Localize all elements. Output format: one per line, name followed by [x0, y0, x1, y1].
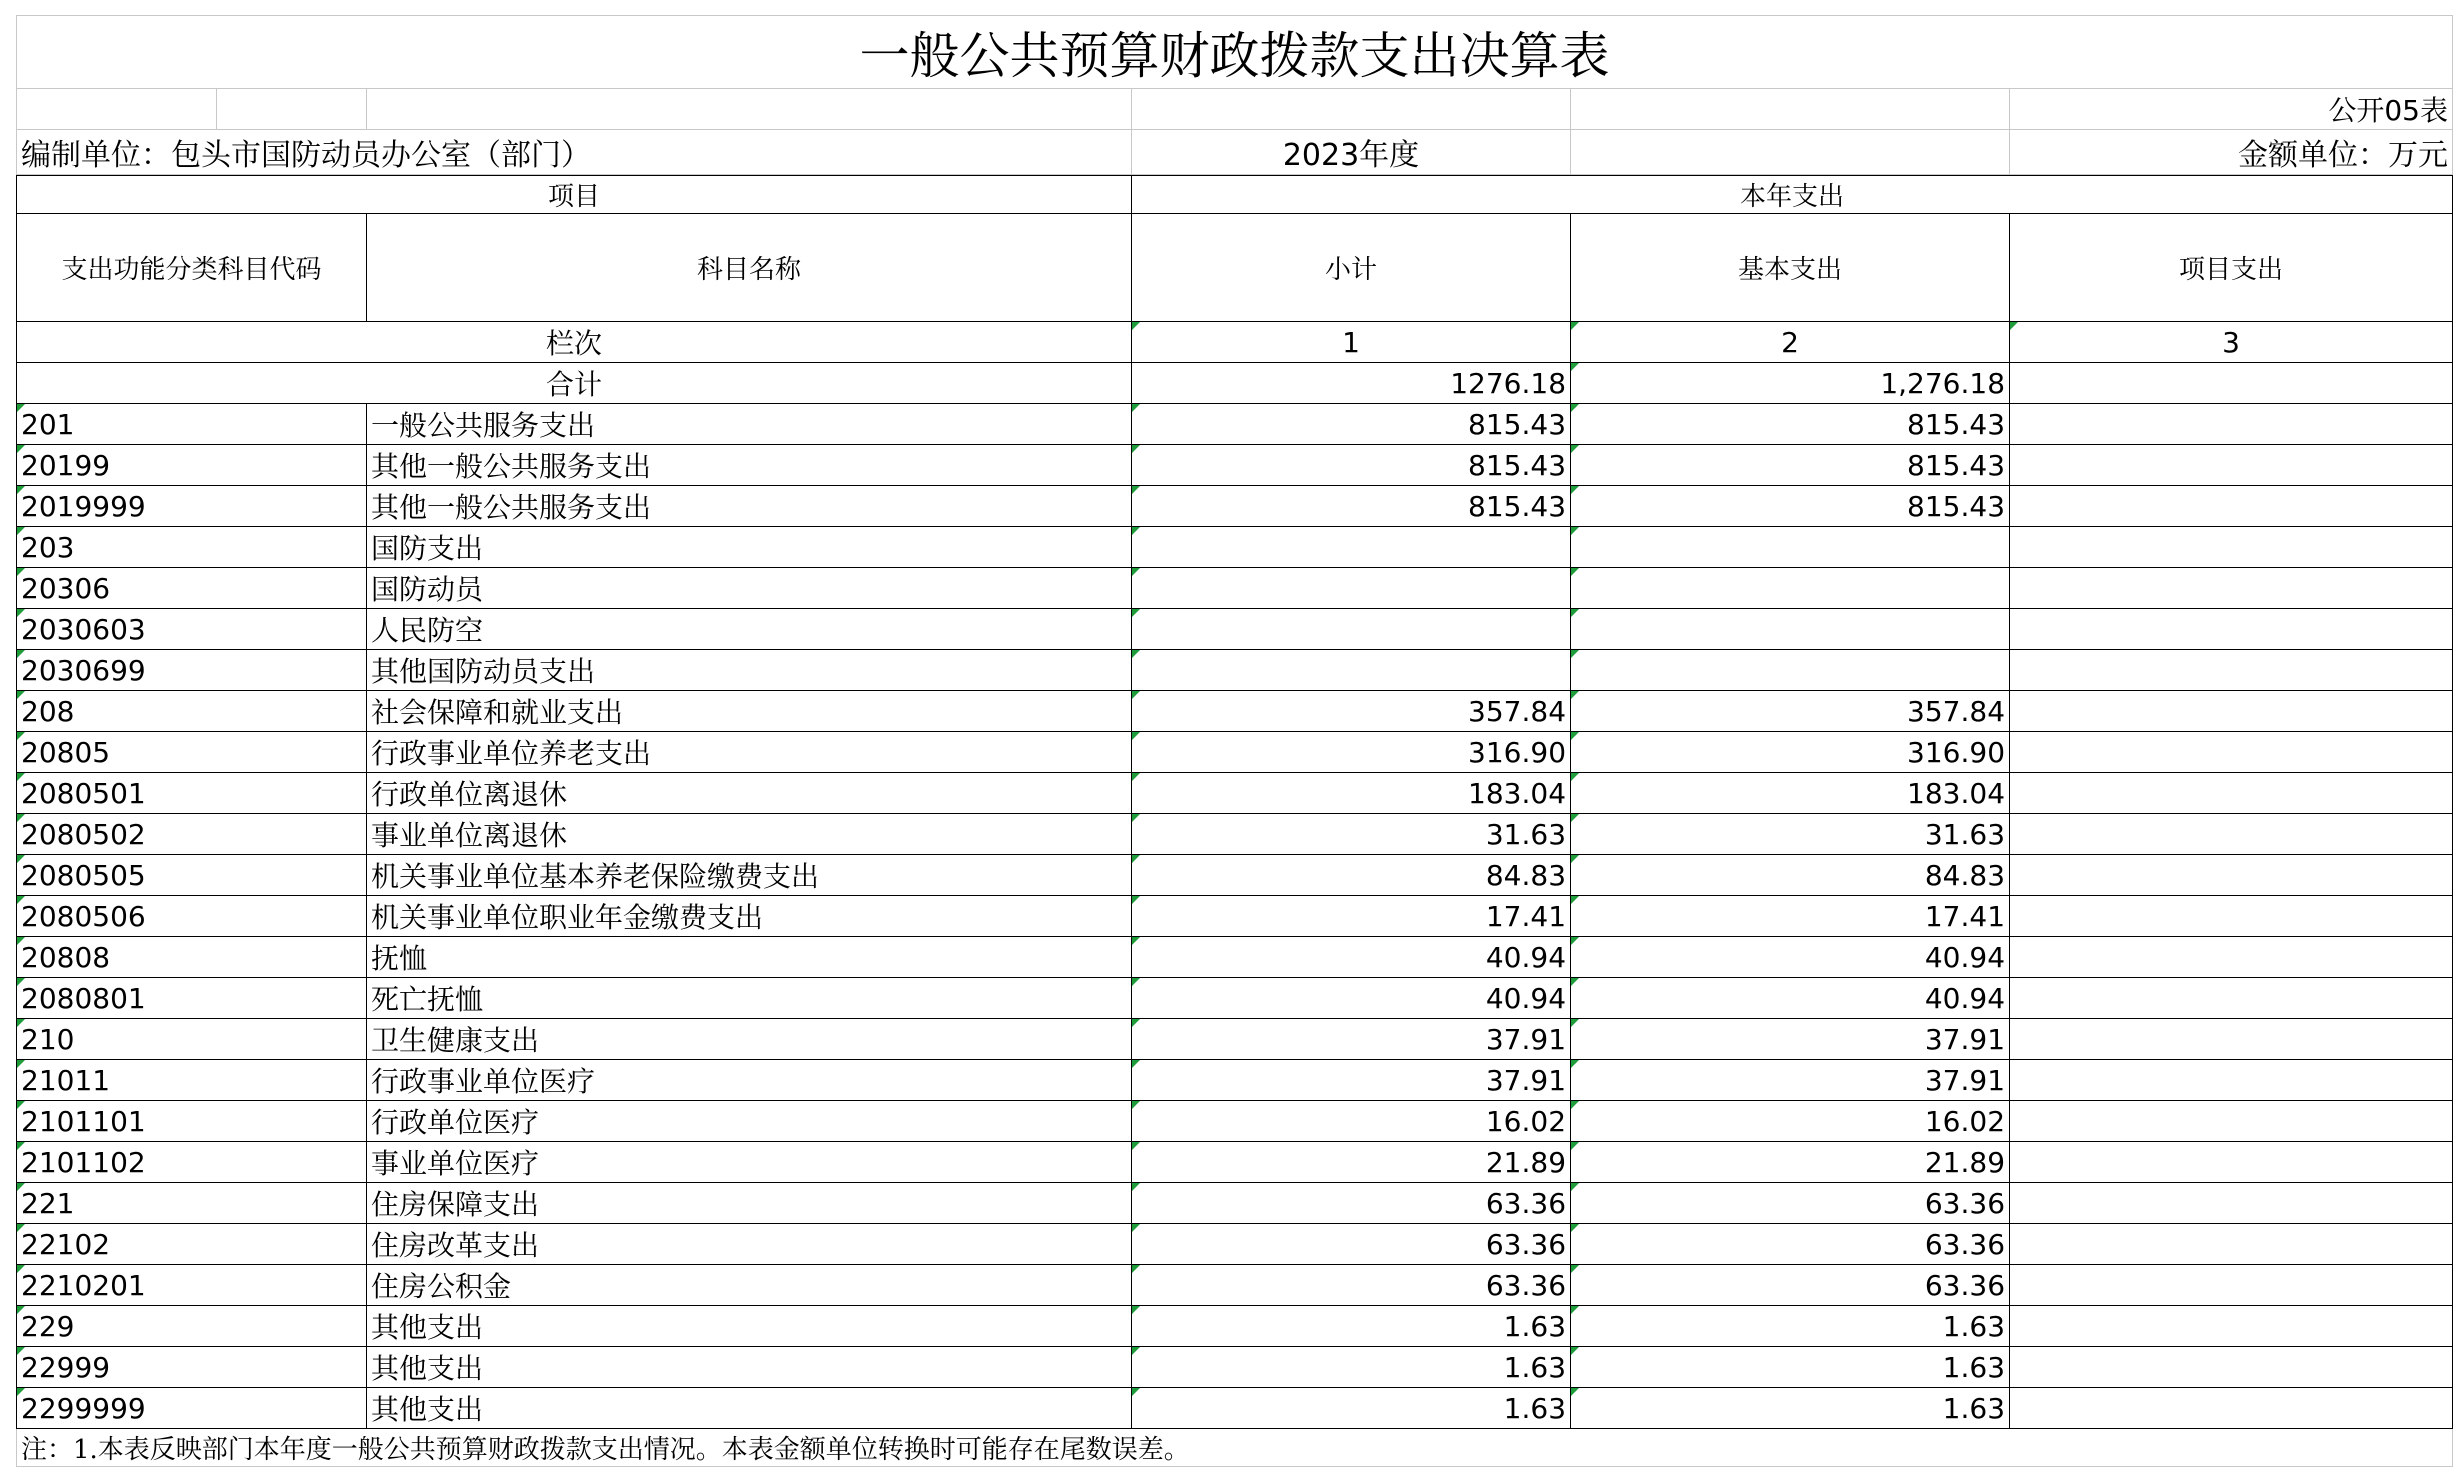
row-code: 221 [17, 1183, 367, 1224]
row-basic: 1.63 [1571, 1388, 2010, 1429]
table-row [17, 773, 2453, 814]
table-row [17, 609, 2453, 650]
row-subtotal: 37.91 [1132, 1060, 1571, 1101]
table-row [17, 978, 2453, 1019]
row-code: 2080506 [17, 896, 367, 937]
row-basic: 1.63 [1571, 1306, 2010, 1347]
row-code: 2019999 [17, 486, 367, 527]
row-code: 20808 [17, 937, 367, 978]
row-basic: 40.94 [1571, 978, 2010, 1019]
row-subject-name: 住房公积金 [367, 1265, 1132, 1306]
table-row [17, 568, 2453, 609]
row-basic: 37.91 [1571, 1060, 2010, 1101]
row-subtotal: 1.63 [1132, 1388, 1571, 1429]
table-row [17, 1306, 2453, 1347]
row-subject-name: 行政事业单位医疗 [367, 1060, 1132, 1101]
row-subject-name: 机关事业单位基本养老保险缴费支出 [367, 855, 1132, 896]
header-subject-name: 科目名称 [367, 214, 1132, 322]
row-code: 2299999 [17, 1388, 367, 1429]
table-row [17, 1265, 2453, 1306]
row-subtotal: 815.43 [1132, 445, 1571, 486]
table-row [17, 1101, 2453, 1142]
expense-rows [17, 404, 2453, 1429]
row-basic: 1.63 [1571, 1347, 2010, 1388]
row-basic: 63.36 [1571, 1183, 2010, 1224]
row-subject-name: 行政单位离退休 [367, 773, 1132, 814]
table-row [17, 937, 2453, 978]
expense-table [16, 175, 2453, 1467]
row-code: 2101101 [17, 1101, 367, 1142]
row-basic [1571, 609, 2010, 650]
row-project [2010, 1265, 2453, 1306]
row-subject-name: 国防支出 [367, 527, 1132, 568]
row-code: 2080502 [17, 814, 367, 855]
row-project [2010, 1388, 2453, 1429]
table-row [17, 1224, 2453, 1265]
total-label: 合计 [17, 363, 1132, 404]
row-subject-name: 机关事业单位职业年金缴费支出 [367, 896, 1132, 937]
row-code: 2030699 [17, 650, 367, 691]
row-subject-name: 社会保障和就业支出 [367, 691, 1132, 732]
row-basic: 316.90 [1571, 732, 2010, 773]
row-subtotal [1132, 650, 1571, 691]
row-subtotal: 16.02 [1132, 1101, 1571, 1142]
row-subject-name: 卫生健康支出 [367, 1019, 1132, 1060]
row-basic: 815.43 [1571, 445, 2010, 486]
table-row [17, 1388, 2453, 1429]
row-basic: 815.43 [1571, 404, 2010, 445]
row-code: 2080501 [17, 773, 367, 814]
row-project [2010, 814, 2453, 855]
row-subject-name: 人民防空 [367, 609, 1132, 650]
row-code: 201 [17, 404, 367, 445]
row-basic: 21.89 [1571, 1142, 2010, 1183]
table-row [17, 691, 2453, 732]
form-number: 公开05表 [2010, 89, 2453, 130]
total-basic: 1,276.18 [1571, 363, 2010, 404]
row-project [2010, 445, 2453, 486]
row-basic [1571, 568, 2010, 609]
row-basic [1571, 527, 2010, 568]
page-title: 一般公共预算财政拨款支出决算表 [17, 16, 2453, 89]
row-project [2010, 568, 2453, 609]
row-project [2010, 1306, 2453, 1347]
row-project [2010, 1142, 2453, 1183]
row-subtotal: 63.36 [1132, 1183, 1571, 1224]
row-project [2010, 691, 2453, 732]
row-project [2010, 732, 2453, 773]
row-code: 20805 [17, 732, 367, 773]
row-subtotal [1132, 609, 1571, 650]
row-project [2010, 486, 2453, 527]
header-item: 项目 [17, 176, 1132, 214]
table-row [17, 855, 2453, 896]
row-basic: 40.94 [1571, 937, 2010, 978]
fiscal-year: 2023年度 [1132, 130, 1571, 175]
row-subtotal: 63.36 [1132, 1265, 1571, 1306]
row-subject-name: 其他国防动员支出 [367, 650, 1132, 691]
row-project [2010, 1183, 2453, 1224]
table-row [17, 814, 2453, 855]
row-code: 2080505 [17, 855, 367, 896]
row-basic: 63.36 [1571, 1265, 2010, 1306]
row-subtotal: 183.04 [1132, 773, 1571, 814]
column-index-2: 2 [1571, 322, 2010, 363]
table-row [17, 486, 2453, 527]
row-subject-name: 住房改革支出 [367, 1224, 1132, 1265]
row-subtotal: 357.84 [1132, 691, 1571, 732]
row-code: 2210201 [17, 1265, 367, 1306]
row-subtotal [1132, 527, 1571, 568]
row-project [2010, 896, 2453, 937]
row-subtotal: 84.83 [1132, 855, 1571, 896]
row-project [2010, 855, 2453, 896]
row-subtotal: 37.91 [1132, 1019, 1571, 1060]
row-subject-name: 一般公共服务支出 [367, 404, 1132, 445]
row-basic: 37.91 [1571, 1019, 2010, 1060]
row-project [2010, 937, 2453, 978]
compiling-unit: 编制单位：包头市国防动员办公室（部门） [17, 130, 1132, 175]
amount-unit: 金额单位：万元 [2010, 130, 2453, 175]
row-subject-name: 抚恤 [367, 937, 1132, 978]
table-row [17, 1019, 2453, 1060]
row-code: 208 [17, 691, 367, 732]
row-project [2010, 1224, 2453, 1265]
row-basic: 357.84 [1571, 691, 2010, 732]
row-code: 20306 [17, 568, 367, 609]
row-basic: 31.63 [1571, 814, 2010, 855]
column-index-1: 1 [1132, 322, 1571, 363]
row-subject-name: 其他一般公共服务支出 [367, 486, 1132, 527]
table-row [17, 650, 2453, 691]
row-subtotal: 40.94 [1132, 978, 1571, 1019]
row-project [2010, 527, 2453, 568]
row-code: 2101102 [17, 1142, 367, 1183]
row-subtotal: 17.41 [1132, 896, 1571, 937]
row-project [2010, 650, 2453, 691]
table-row [17, 732, 2453, 773]
header-basic: 基本支出 [1571, 214, 2010, 322]
row-code: 21011 [17, 1060, 367, 1101]
total-project [2010, 363, 2453, 404]
row-subject-name: 其他支出 [367, 1306, 1132, 1347]
row-subject-name: 行政事业单位养老支出 [367, 732, 1132, 773]
row-subtotal: 1.63 [1132, 1347, 1571, 1388]
row-subtotal: 40.94 [1132, 937, 1571, 978]
row-subtotal: 815.43 [1132, 486, 1571, 527]
row-code: 229 [17, 1306, 367, 1347]
row-project [2010, 1060, 2453, 1101]
table-row [17, 1183, 2453, 1224]
row-code: 22999 [17, 1347, 367, 1388]
header-project: 项目支出 [2010, 214, 2453, 322]
row-subtotal [1132, 568, 1571, 609]
row-project [2010, 404, 2453, 445]
row-subject-name: 事业单位医疗 [367, 1142, 1132, 1183]
row-subject-name: 国防动员 [367, 568, 1132, 609]
table-row [17, 896, 2453, 937]
row-project [2010, 1347, 2453, 1388]
table-row [17, 527, 2453, 568]
row-subject-name: 其他一般公共服务支出 [367, 445, 1132, 486]
table-row [17, 1142, 2453, 1183]
row-basic: 84.83 [1571, 855, 2010, 896]
row-basic [1571, 650, 2010, 691]
row-basic: 17.41 [1571, 896, 2010, 937]
row-code: 203 [17, 527, 367, 568]
sheet-header-table [16, 15, 2453, 175]
row-subtotal: 21.89 [1132, 1142, 1571, 1183]
column-index-3: 3 [2010, 322, 2453, 363]
row-project [2010, 1101, 2453, 1142]
row-subject-name: 住房保障支出 [367, 1183, 1132, 1224]
column-index-label: 栏次 [17, 322, 1132, 363]
row-code: 2030603 [17, 609, 367, 650]
header-current-year-expense: 本年支出 [1132, 176, 2453, 214]
row-code: 2080801 [17, 978, 367, 1019]
row-subject-name: 其他支出 [367, 1388, 1132, 1429]
row-code: 22102 [17, 1224, 367, 1265]
row-subject-name: 死亡抚恤 [367, 978, 1132, 1019]
row-basic: 63.36 [1571, 1224, 2010, 1265]
row-basic: 183.04 [1571, 773, 2010, 814]
table-row [17, 404, 2453, 445]
row-subtotal: 31.63 [1132, 814, 1571, 855]
table-row [17, 445, 2453, 486]
row-subtotal: 63.36 [1132, 1224, 1571, 1265]
row-project [2010, 1019, 2453, 1060]
row-project [2010, 609, 2453, 650]
row-code: 20199 [17, 445, 367, 486]
row-subtotal: 815.43 [1132, 404, 1571, 445]
table-row [17, 1347, 2453, 1388]
row-subject-name: 其他支出 [367, 1347, 1132, 1388]
row-code: 210 [17, 1019, 367, 1060]
budget-expense-sheet [16, 15, 2452, 1467]
row-subtotal: 316.90 [1132, 732, 1571, 773]
row-subject-name: 事业单位离退休 [367, 814, 1132, 855]
footnote: 注：1.本表反映部门本年度一般公共预算财政拨款支出情况。本表金额单位转换时可能存在尾数误差。 [17, 1429, 2453, 1467]
table-row [17, 1060, 2453, 1101]
header-code: 支出功能分类科目代码 [17, 214, 367, 322]
row-basic: 16.02 [1571, 1101, 2010, 1142]
total-subtotal: 1276.18 [1132, 363, 1571, 404]
row-subject-name: 行政单位医疗 [367, 1101, 1132, 1142]
row-project [2010, 978, 2453, 1019]
row-basic: 815.43 [1571, 486, 2010, 527]
row-project [2010, 773, 2453, 814]
row-subtotal: 1.63 [1132, 1306, 1571, 1347]
header-subtotal: 小计 [1132, 214, 1571, 322]
